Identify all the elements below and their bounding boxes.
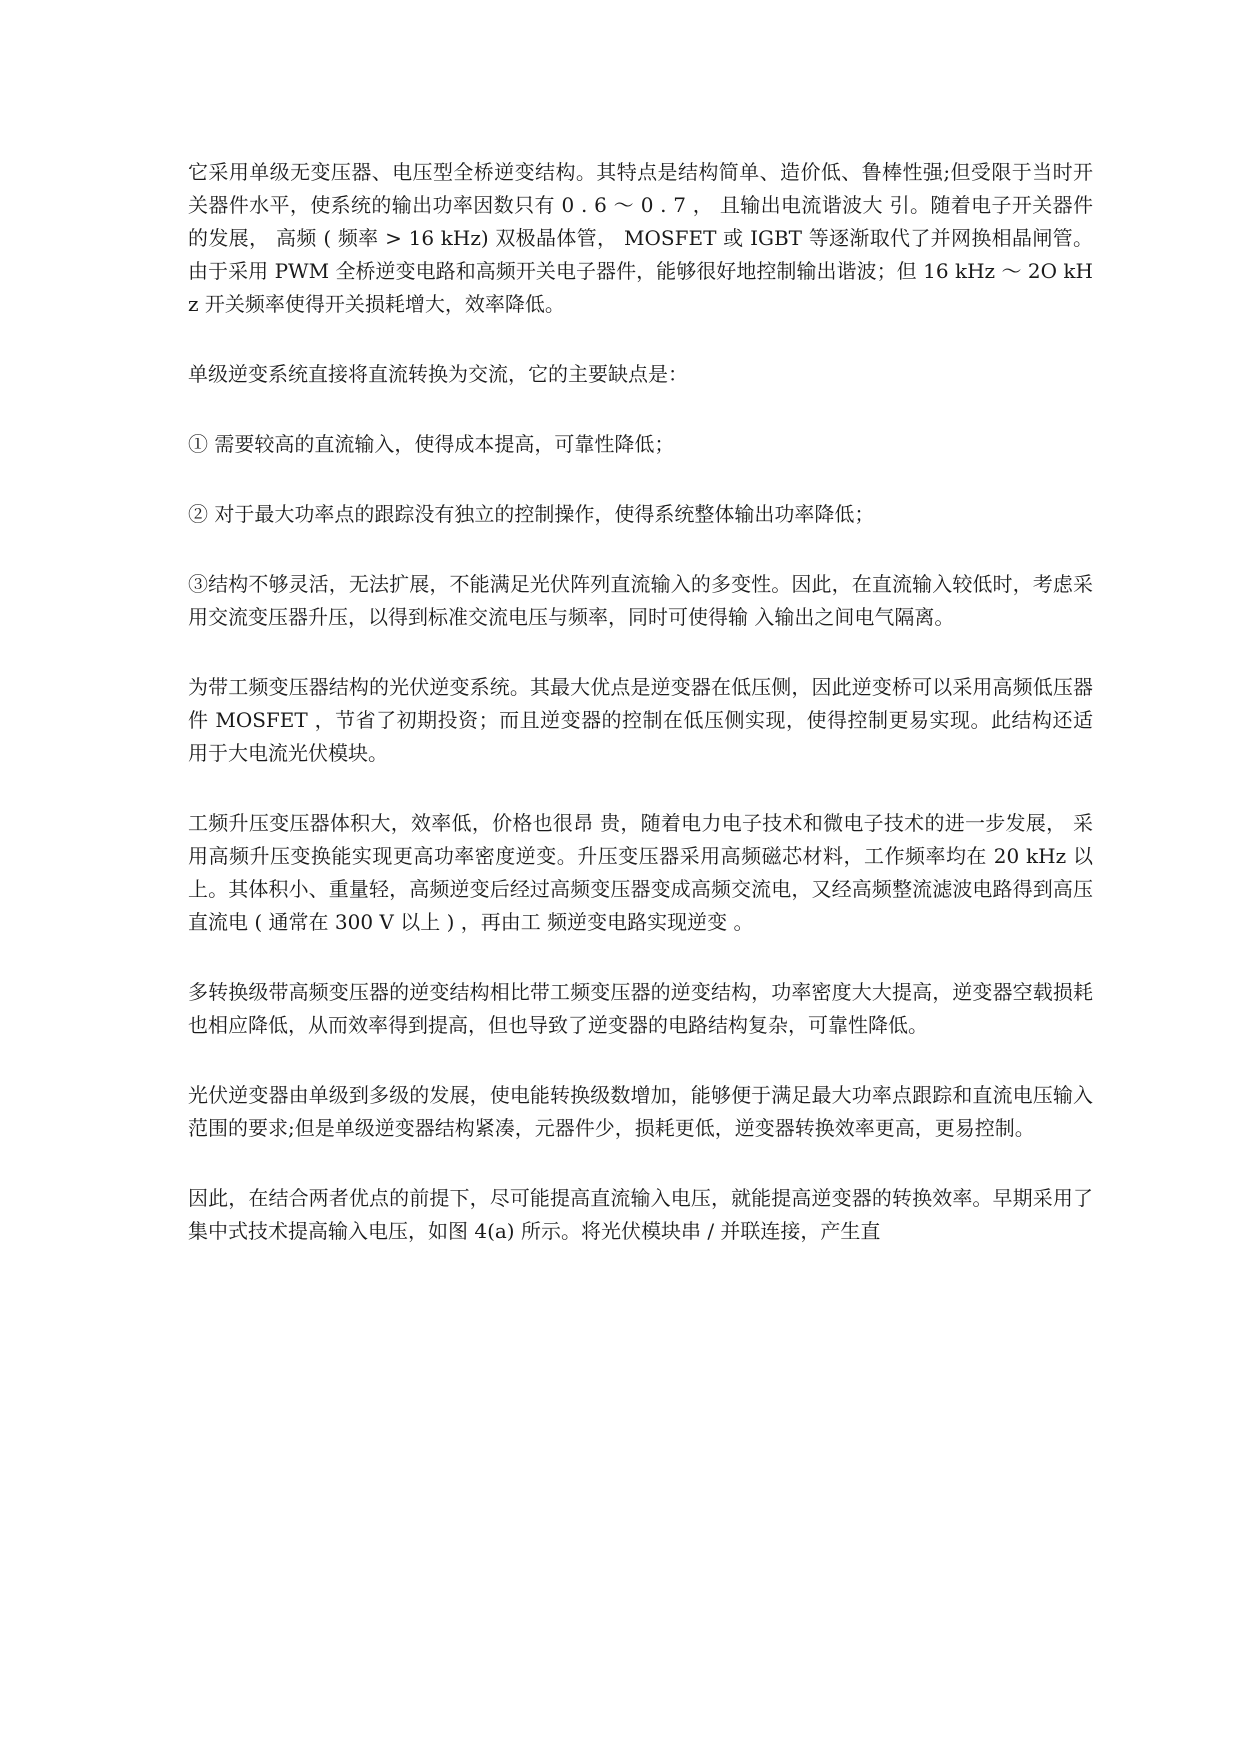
paragraph-inverter-evolution: 光伏逆变器由单级到多级的发展，使电能转换级数增加，能够便于满足最大功率点跟踪和直流电压输入范围的要求;但是单级逆变器结构紧凑，元器件少，损耗更低，逆变器转换效率更高，更易控制。: [188, 1083, 1093, 1140]
paragraph-centralized-technique: 因此，在结合两者优点的前提下，尽可能提高直流输入电压，就能提高逆变器的转换效率。早期采用了集中式技术提高输入电压，如图 4(a) 所示。将光伏模块串 / 并联连接，产生直: [188, 1186, 1093, 1243]
paragraph-drawback-2: ② 对于最大功率点的跟踪没有独立的控制操作，使得系统整体输出功率降低；: [188, 502, 875, 526]
paragraph-single-stage-drawbacks-intro: 单级逆变系统直接将直流转换为交流，它的主要缺点是：: [188, 362, 688, 386]
document-body: [188, 156, 1093, 1248]
paragraph-line-frequency-transformer: 为带工频变压器结构的光伏逆变系统。其最大优点是逆变器在低压侧，因此逆变桥可以采用高频低压器件 MOSFET ，节省了初期投资；而且逆变器的控制在低压侧实现，使得控制更易实现。此结构还适用于大电流光伏模块。: [188, 675, 1093, 765]
paragraph-high-frequency-boost: 工频升压变压器体积大，效率低，价格也很昂 贵，随着电力电子技术和微电子技术的进一步发展， 采用高频升压变换能实现更高功率密度逆变。升压变压器采用高频磁芯材料，工作频率均在 20 kHz 以上。其体积小、重量轻，高频逆变后经过高频变压器变成高频交流电，又经高频整流滤波电路得到高压直流电 ( 通常在 300 V 以上 ) ，再由工 频逆变电路实现逆变 。: [188, 811, 1093, 934]
paragraph-single-stage-structure: 它采用单级无变压器、电压型全桥逆变结构。其特点是结构简单、造价低、鲁棒性强;但受限于当时开关器件水平，使系统的输出功率因数只有 0 . 6 ～ 0 . 7 ， 且输出电流谐波大 引。随着电子开关器件的发展， 高频 ( 频率 > 16 kHz) 双极晶体管， MOSFET 或 IGBT 等逐渐取代了并网换相晶闸管。由于采用 PWM 全桥逆变电路和高频开关电子器件，能够很好地控制输出谐波；但 16 kHz ～ 2O kHz 开关频率使得开关损耗增大，效率降低。: [188, 160, 1093, 316]
paragraph-multi-stage-comparison: 多转换级带高频变压器的逆变结构相比带工频变压器的逆变结构，功率密度大大提高，逆变器空载损耗也相应降低，从而效率得到提高，但也导致了逆变器的电路结构复杂，可靠性降低。: [188, 980, 1093, 1037]
paragraph-drawback-1: ① 需要较高的直流输入，使得成本提高，可靠性降低；: [188, 432, 675, 456]
paragraph-drawback-3: ③结构不够灵活，无法扩展，不能满足光伏阵列直流输入的多变性。因此，在直流输入较低时，考虑采用交流变压器升压，以得到标准交流电压与频率，同时可使得输 入输出之间电气隔离。: [188, 572, 1093, 629]
